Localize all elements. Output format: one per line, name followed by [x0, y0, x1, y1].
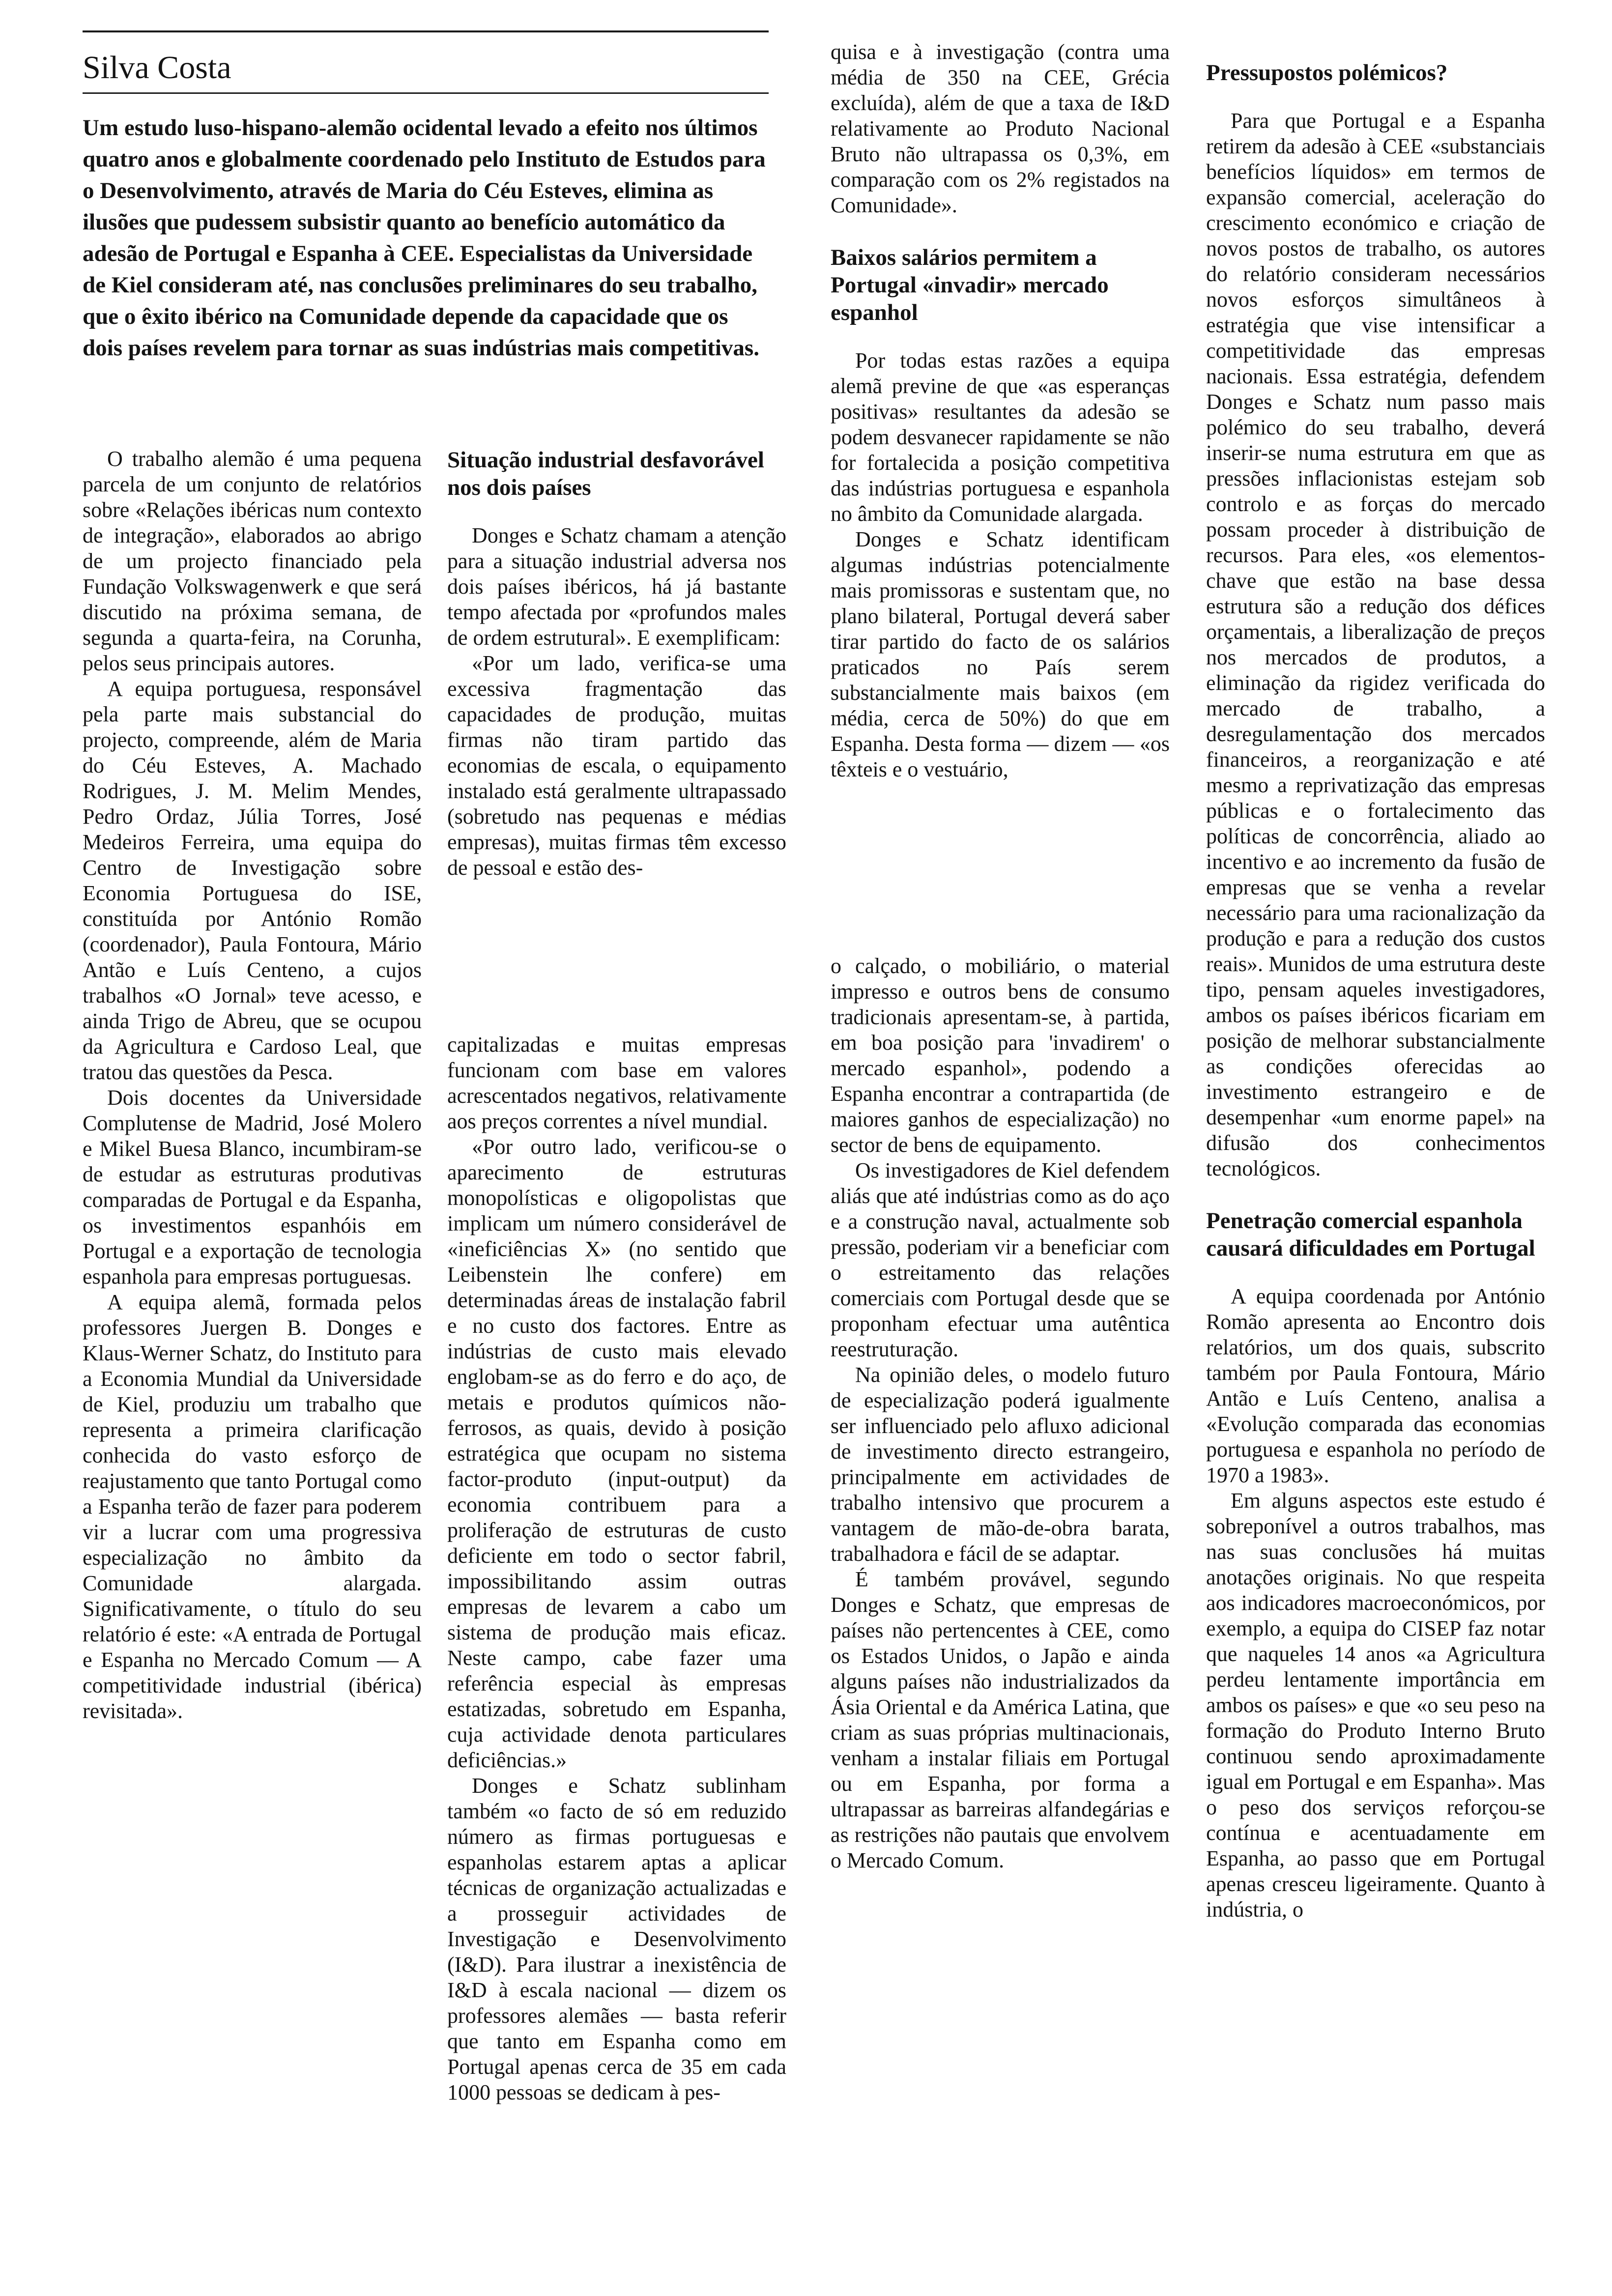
paragraph: Na opinião deles, o modelo futuro de especialização poderá igualmente ser influenciado pelo afluxo adicional de investimento directo estrangeiro, principalmente em actividades de trabalho intensivo que procurem a vantagem de mão-de-obra barata, trabalhadora e fácil de se adaptar.	[831, 1363, 1170, 1566]
subheading: Situação industrial desfavorável nos dois países	[447, 447, 764, 500]
paragraph: Em alguns aspectos este estudo é sobreponível a outros trabalhos, mas nas suas conclusões há muitas anotações originais. No que respeita aos indicadores macroeconómicos, por exemplo, a equipa do CISEP faz notar que naqueles 14 anos «a Agricultura perdeu lentamente importância em ambos os países» e que «o seu peso na formação do Produto Interno Bruto continuou sendo aproximadamente igual em Portugal e em Espanha». Mas o peso dos serviços reforçou-se contínua e acentuadamente em Espanha, ao passo que em Portugal apenas cresceu ligeiramente. Quanto à indústria, o	[1206, 1489, 1545, 1922]
paragraph: Para que Portugal e a Espanha retirem da adesão à CEE «substanciais benefícios líquidos» em termos de expansão comercial, aceleração do crescimento económico e criação de novos postos de trabalho, os autores do relatório consideram necessários novos esforços simultâneos à estratégia que vise intensificar a competitividade das empresas nacionais. Essa estratégia, defendem Donges e Schatz num passo mais polémico do seu trabalho, deverá inserir-se numa estrutura em que as pressões inflacionistas estejam sob controlo e as forças do mercado possam proceder à distribuição de recursos. Para eles, «os elementos-chave que estão na base dessa estrutura são a redução dos défices orçamentais, a liberalização de preços nos mercados de produtos, a eliminação da rigidez verificada do mercado de trabalho, a desregulamentação dos mercados financeiros, a reorganização e até mesmo a reprivatização das empresas públicas e o fortalecimento das políticas de concorrência, aliado ao incentivo e ao incremento da fusão de empresas que se venha a revelar necessário para uma racionalização da produção e para a redução dos custos reais». Munidos de uma estrutura deste tipo, pensam aqueles investigadores, ambos os países ibéricos ficariam em posição de melhorar substancialmente as condições oferecidas ao investimento estrangeiro e de desempenhar «um enorme papel» na difusão dos conhecimentos tecnológicos.	[1206, 109, 1545, 1180]
paragraph: capitalizadas e muitas empresas funcionam com base em valores acrescentados negativos, relativamente aos preços correntes a nível mundial.	[447, 1033, 786, 1133]
column-4	[1206, 59, 1545, 1923]
subheading: Pressupostos polémicos?	[1206, 60, 1448, 86]
subheading: Penetração comercial espanhola causará dificuldades em Portugal	[1206, 1208, 1535, 1261]
column-1	[83, 446, 422, 1724]
paragraph: Donges e Schatz chamam a atenção para a situação industrial adversa nos dois países ibéricos, há já bastante tempo afectada por «profundos males de ordem estrutural». E exemplificam:	[447, 523, 786, 650]
paragraph: É também provável, segundo Donges e Schatz, que empresas de países não pertencentes à CEE, como os Estados Unidos, o Japão e ainda alguns países não industrializados da Ásia Oriental e da América Latina, que criam as suas próprias multinacionais, venham a instalar filiais em Portugal ou em Espanha, por forma a ultrapassar as barreiras alfandegárias e as restrições não pautais que envolvem o Mercado Comum.	[831, 1567, 1170, 1872]
paragraph: Donges e Schatz sublinham também «o facto de só em reduzido número as firmas portuguesas e espanholas estarem aptas a aplicar técnicas de organização actualizadas e a prosseguir actividades de Investigação e Desenvolvimento (I&D). Para ilustrar a inexistência de I&D à escala nacional — dizem os professores alemães — basta referir que tanto em Espanha como em Portugal apenas cerca de 35 em cada 1000 pessoas se dedicam à pes-	[447, 1774, 786, 2104]
paragraph: o calçado, o mobiliário, o material impresso e outros bens de consumo tradicionais apresentam-se, à partida, em boa posição para 'invadirem' o mercado espanhol», podendo a Espanha encontrar a contrapartida (de maiores ganhos de especialização) no sector de bens de equipamento.	[831, 954, 1170, 1157]
paragraph: A equipa portuguesa, responsável pela parte mais substancial do projecto, compreende, além de Maria do Céu Esteves, A. Machado Rodrigues, J. M. Melim Mendes, Pedro Ordaz, Júlia Torres, José Medeiros Ferreira, uma equipa do Centro de Investigação sobre Economia Portuguesa do ISE, constituída por António Romão (coordenador), Paula Fontoura, Mário Antão e Luís Centeno, a cujos trabalhos «O Jornal» teve acesso, e ainda Trigo de Abreu, que se ocupou da Agricultura e Cardoso Leal, que tratou das questões da Pesca.	[83, 677, 422, 1084]
paragraph: Donges e Schatz identificam algumas indústrias potencialmente mais promissoras e sustentam que, no plano bilateral, Portugal deverá saber tirar partido do facto de os salários praticados no País serem substancialmente mais baixos (em média, cerca de 50%) do que em Espanha. Desta forma — dizem — «os têxteis e o vestuário,	[831, 527, 1170, 781]
column-3	[831, 39, 1170, 782]
paragraph: «Por outro lado, verificou-se o aparecimento de estruturas monopolísticas e oligopolistas que implicam um número considerável de «ineficiências X» (no sentido que Leibenstein lhe confere) em determinadas áreas de instalação fabril e no custo dos factores. Entre as indústrias de custo mais elevado englobam-se as do ferro e do aço, de metais e produtos químicos não-ferrosos, as quais, devido à posição estratégica que ocupam no sistema factor-produto (input-output) da economia contribuem para a proliferação de estruturas de custo deficiente em todo o sector fabril, impossibilitando assim outras empresas de levarem a cabo um sistema de produção mais eficaz. Neste campo, cabe fazer uma referência especial às empresas estatizadas, sobretudo em Espanha, cuja actividade denota particulares deficiências.»	[447, 1135, 786, 1772]
byline-rule	[83, 92, 769, 94]
column-3-continued	[831, 953, 1170, 1873]
paragraph: A equipa alemã, formada pelos professores Juergen B. Donges e Klaus-Werner Schatz, do Instituto para a Economia Mundial da Universidade de Kiel, produziu um trabalho que representa a primeira clarificação conhecida do vasto esforço de reajustamento que tanto Portugal como a Espanha terão de fazer para poderem vir a lucrar com uma progressiva especialização no âmbito da Comunidade alargada. Significativamente, o título do seu relatório é este: «A entrada de Portugal e Espanha no Mercado Comum — A competitividade industrial (ibérica) revisitada».	[83, 1290, 422, 1723]
paragraph: quisa e à investigação (contra uma média de 350 na CEE, Grécia excluída), além de que a taxa de I&D relativamente ao Produto Nacional Bruto não ultrapassa os 0,3%, em comparação com os 2% registados na Comunidade».	[831, 40, 1170, 217]
lead-paragraph: Um estudo luso-hispano-alemão ocidental levado a efeito nos últimos quatro anos e globalmente coordenado pelo Instituto de Estudos para o Desenvolvimento, através de Maria do Céu Esteves, elimina as ilusões que pudessem subsistir quanto ao benefício automático da adesão de Portugal e Espanha à CEE. Especialistas da Universidade de Kiel consideram até, nas conclusões preliminares do seu trabalho, que o êxito ibérico na Comunidade depende da capacidade que os dois países revelem para tornar as suas indústrias mais competitivas.	[83, 115, 766, 361]
subheading: Baixos salários permitem a Portugal «invadir» mercado espanhol	[831, 245, 1109, 325]
paragraph: O trabalho alemão é uma pequena parcela de um conjunto de relatórios sobre «Relações ibéricas num contexto de integração», elaborados ao abrigo de um projecto financiado pela Fundação Volkswagenwerk e que será discutido na próxima semana, de segunda a quarta-feira, na Corunha, pelos seus principais autores.	[83, 447, 422, 675]
byline: Silva Costa	[83, 50, 231, 86]
paragraph: Dois docentes da Universidade Complutense de Madrid, José Molero e Mikel Buesa Blanco, incumbiram-se de estudar as estruturas produtivas comparadas de Portugal e da Espanha, os investimentos espanhóis em Portugal e a exportação de tecnologia espanhola para empresas portuguesas.	[83, 1086, 422, 1289]
column-2-continued	[447, 1032, 786, 2105]
column-2	[447, 446, 786, 881]
paragraph: «Por um lado, verifica-se uma excessiva fragmentação das capacidades de produção, muitas firmas não tiram partido das economias de escala, o equipamento instalado está geralmente ultrapassado (sobretudo nas pequenas e médias empresas), muitas firmas têm excesso de pessoal e estão des-	[447, 651, 786, 880]
paragraph: Os investigadores de Kiel defendem aliás que até indústrias como as do aço e a construção naval, actualmente sob pressão, poderiam vir a beneficiar com o estreitamento das relações comerciais com Portugal desde que se proponham efectuar uma autêntica reestruturação.	[831, 1158, 1170, 1361]
paragraph: Por todas estas razões a equipa alemã previne de que «as esperanças positivas» resultantes da adesão se podem desvanecer rapidamente se não for fortalecida a posição competitiva das indústrias portuguesa e espanhola no âmbito da Comunidade alargada.	[831, 348, 1170, 526]
paragraph: A equipa coordenada por António Romão apresenta ao Encontro dois relatórios, um dos quais, subscrito também por Paula Fontoura, Mário Antão e Luís Centeno, analisa a «Evolução comparada das economias portuguesa e espanhola no período de 1970 a 1983».	[1206, 1284, 1545, 1487]
top-rule	[83, 30, 769, 32]
